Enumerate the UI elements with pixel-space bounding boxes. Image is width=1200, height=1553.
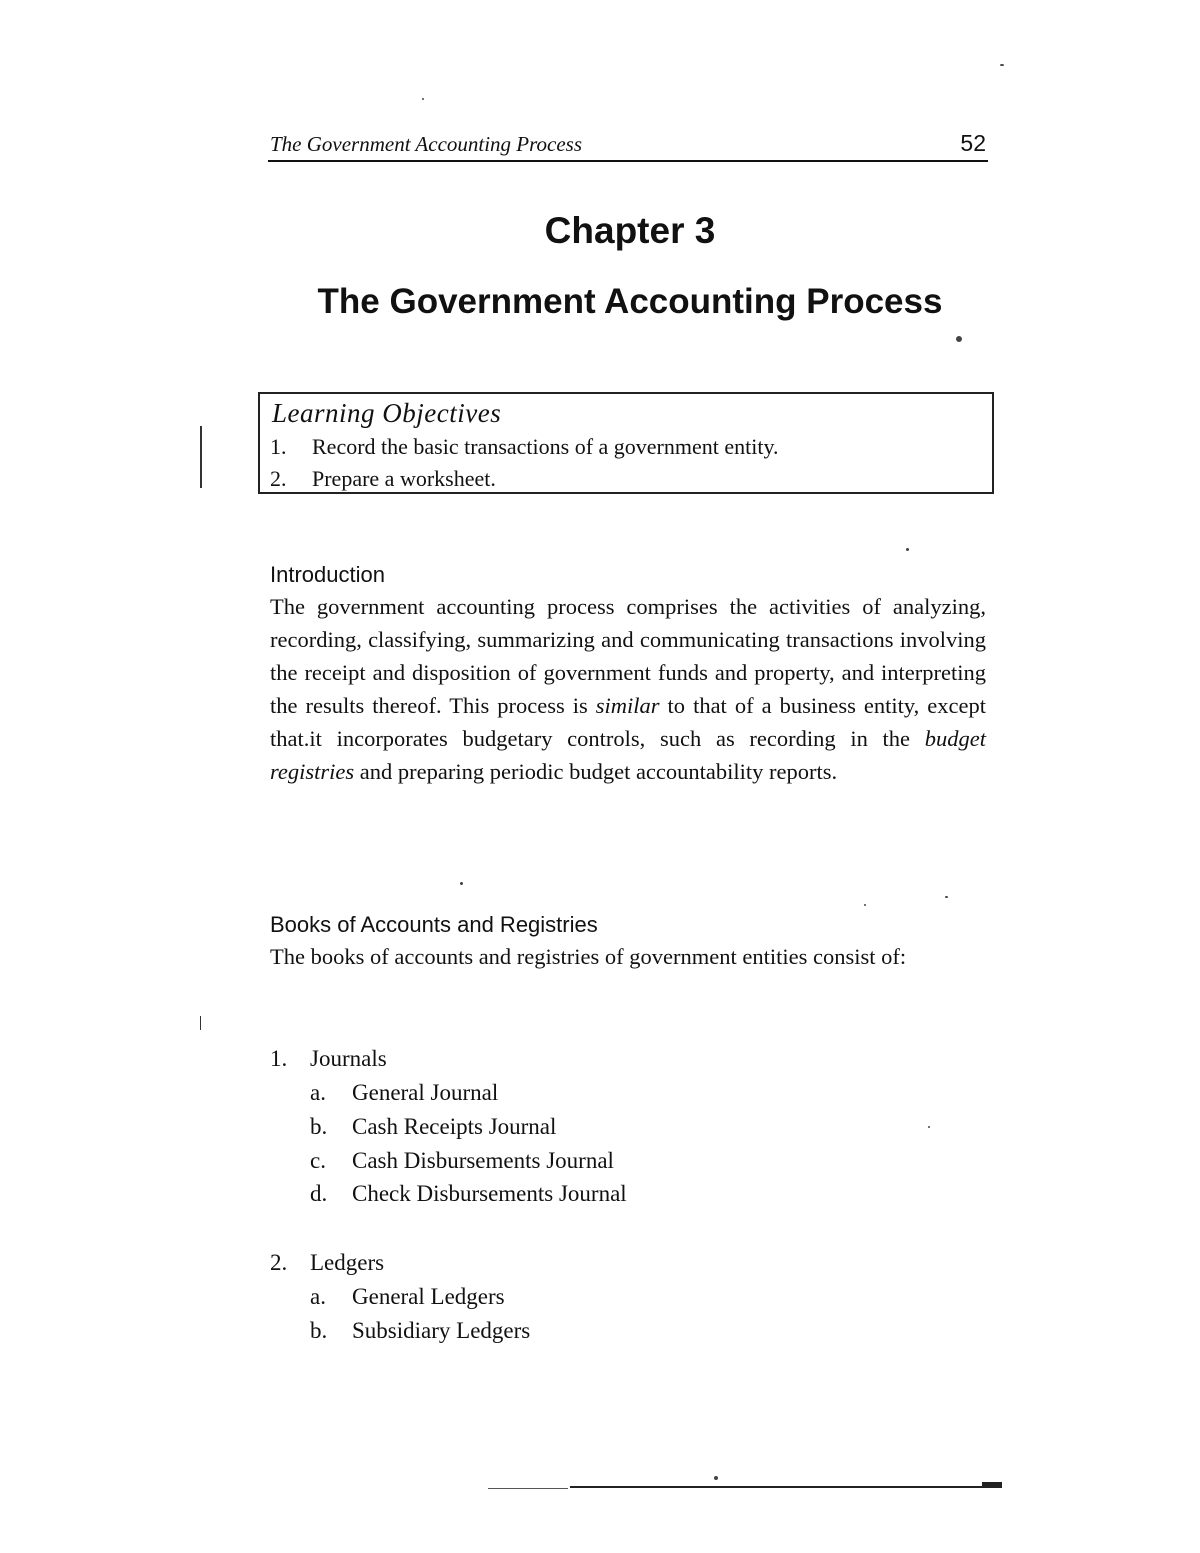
books-paragraph: The books of accounts and registries of government entities consist of: — [270, 944, 907, 969]
bottom-rule — [488, 1488, 568, 1489]
objective-text: Prepare a worksheet. — [312, 466, 496, 491]
scan-speck — [906, 548, 909, 551]
list-subitem-text: Subsidiary Ledgers — [352, 1318, 531, 1343]
scan-speck — [864, 904, 866, 906]
list-subitem — [310, 1080, 498, 1106]
scan-speck — [460, 882, 463, 885]
objective-number: 1. — [270, 434, 287, 459]
introduction-text: and preparing periodic budget accountability reports. — [354, 759, 838, 784]
scan-speck — [945, 896, 948, 898]
scan-speck — [422, 98, 424, 100]
list-label: Journals — [310, 1046, 387, 1071]
introduction-text: The government accounting process comprises the activities of analyzing, recording, classifying, summarizing and communicating transactions involving the receipt and disposition of government funds and property, and interpreting the results thereof. This process is — [270, 594, 986, 718]
introduction-emphasis: similar — [595, 693, 660, 718]
chapter-label: Chapter 3 — [544, 210, 716, 251]
list-subitem — [310, 1284, 505, 1310]
page-number: 52 — [960, 130, 986, 156]
introduction-paragraph — [270, 590, 986, 788]
list-label: Ledgers — [310, 1250, 385, 1275]
learning-objectives-box — [258, 392, 994, 494]
books-heading: Books of Accounts and Registries — [270, 912, 598, 937]
list-letter: a. — [310, 1080, 326, 1105]
margin-mark — [200, 1016, 201, 1030]
objectives-heading: Learning Objectives — [272, 398, 502, 428]
list-subitem-text: Cash Receipts Journal — [352, 1114, 557, 1139]
running-header — [268, 128, 988, 162]
introduction-emphasis: budget registries — [270, 726, 986, 784]
running-title: The Government Accounting Process — [270, 132, 583, 156]
list-subitem-text: Check Disbursements Journal — [352, 1181, 627, 1206]
introduction-heading: Introduction — [270, 562, 385, 587]
scan-speck — [956, 336, 962, 342]
scan-speck — [928, 1126, 930, 1128]
introduction-text: to that of a business entity, except that.it incorporates budgetary controls, such as recording in the — [270, 693, 986, 751]
list-letter: c. — [310, 1148, 326, 1173]
margin-mark — [200, 426, 202, 488]
list-subitem — [310, 1148, 614, 1174]
chapter-title: The Government Accounting Process — [317, 282, 943, 321]
list-subitem — [310, 1318, 530, 1344]
list-subitem — [310, 1114, 556, 1140]
list-item-journals — [270, 1046, 387, 1072]
bottom-rule — [982, 1482, 1002, 1487]
list-letter: d. — [310, 1181, 328, 1206]
objective-text: Record the basic transactions of a government entity. — [312, 434, 779, 459]
list-letter: b. — [310, 1318, 328, 1343]
objective-item — [270, 434, 779, 460]
list-subitem-text: General Ledgers — [352, 1284, 505, 1309]
list-item-ledgers — [270, 1250, 384, 1276]
list-subitem-text: General Journal — [352, 1080, 499, 1105]
list-number: 2. — [270, 1250, 288, 1275]
scan-speck — [1000, 64, 1004, 66]
list-letter: a. — [310, 1284, 326, 1309]
list-number: 1. — [270, 1046, 288, 1071]
objective-item — [270, 466, 496, 492]
list-subitem — [310, 1181, 627, 1207]
bottom-rule — [570, 1486, 1002, 1488]
list-subitem-text: Cash Disbursements Journal — [352, 1148, 614, 1173]
scan-speck — [714, 1476, 718, 1480]
objective-number: 2. — [270, 466, 287, 491]
list-letter: b. — [310, 1114, 328, 1139]
